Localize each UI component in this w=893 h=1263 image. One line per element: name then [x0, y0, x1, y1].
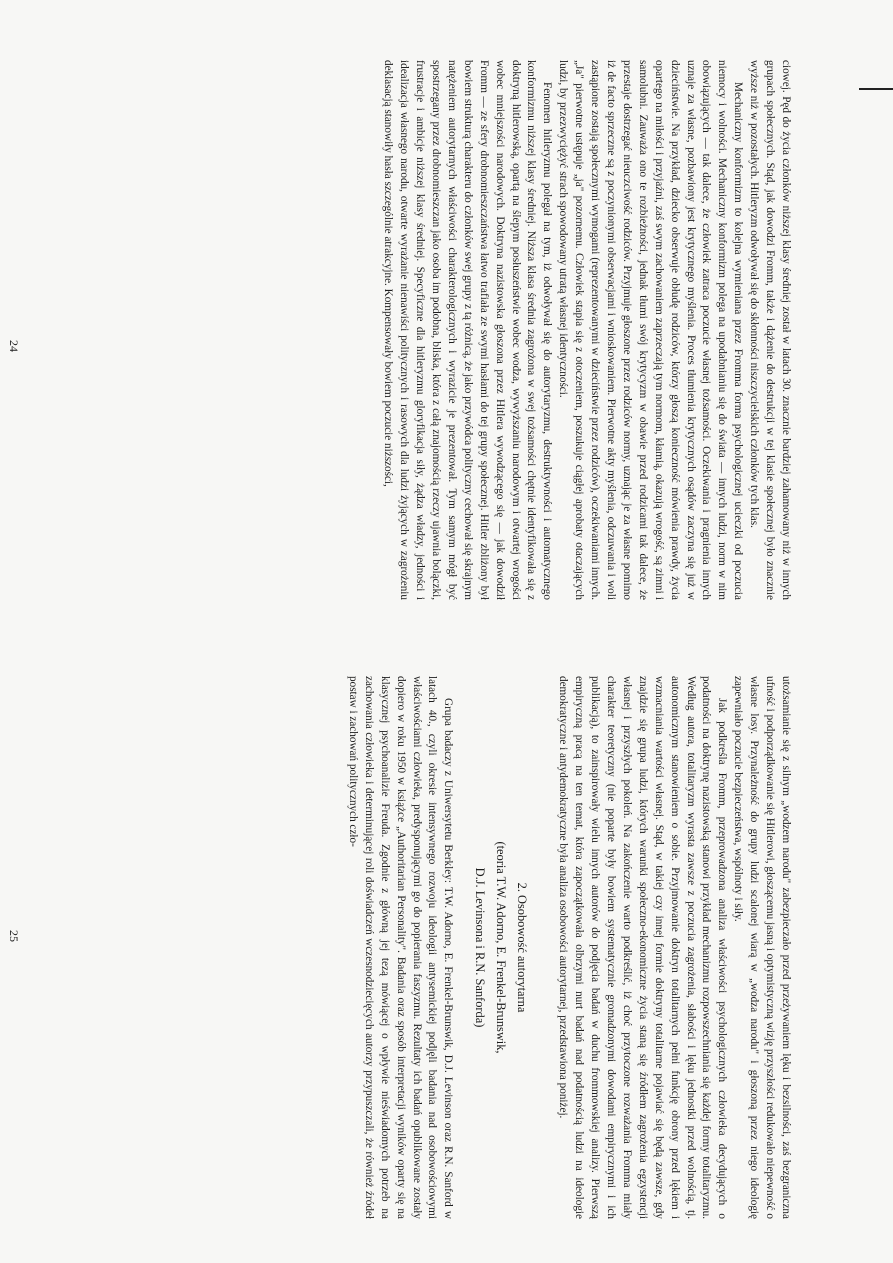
section-heading	[469, 676, 532, 1219]
section-subtitle: D.J. Levinsona i R.N. Sanforda)	[473, 867, 488, 1028]
left-paragraph: ciowej. Pęd do życia członków niższej klasy średniej został w latach 30. znacznie bardziej zahamowany niż w innych grupach społecznych. Stąd, jak dowodzi Fromm, także i dążenie do destrukcji w tej klasie społecznej było znacznie wyższe niż w pozostałych. Hitleryzm odwoływał się do skłonności niszczycielskich członków tych klas.	[748, 60, 792, 600]
right-paragraph: Jak podkreśla Fromm, przeprowadzona analiza właściwości psychologicznych człowieka decydujących o podatności na doktrynę nazistowską stanowi przykład mechanizmu rozpowszechniania się każdej formy totalitaryzmu. Według autora, totalitaryzm wyrasta zawsze z poczucia zagrożenia, słabości i lęku jednostki przed wolnością, tj. autonomicznym stanowieniem o sobie. Przyjmowanie doktryn totalitarnych pełni funkcję obrony przed lękiem i wzmacniania wartości własnej. Stąd, w takiej czy innej formie doktryny totalitarne pojawiać się będą zawsze, gdy znajdzie się grupa ludzi, których warunki społeczno-ekonomiczne życia staną się źródłem zagrożenia egzystencji własnej i przyszłych pokoleń. Na zakończenie warto podkreślić, iż choć przytoczone rozważania Fromma miały charakter teoretyczny (nie poparte były bowiem systematycznie gromadzonymi dowodami empirycznymi i ich publikacją), to zainspirowały wielu innych autorów do podjęcia badań w duchu frommowskiej analizy. Pierwszą empiryczną pracą na ten temat, która zapoczątkowała olbrzymi nurt badań nad podatnością ludzi na ideologie demokratyczne i antydemokratyczne była analiza osobowości autorytarnej, przedstawiona poniżej.	[557, 676, 729, 1219]
left-page	[0, 60, 893, 600]
left-paragraph: Mechaniczny konformizm to kolejna wymieniana przez Fromma forma psychologicznej ucieczki od poczucia niemocy i wolności. Mechaniczny konformizm polega na upodabnianiu się do świata — innych ludzi, norm w nim obowiązujących — tak dalece, że człowiek zatraca poczucie własnej tożsamości. Oczekiwania i pragnienia innych uznaje za własne, pozbawiony jest krytycznego myślenia. Proces tłumienia krytycznych osądów zaczyna się już w dzieciństwie. Na przykład, dziecko obserwuje obłudę rodziców, którzy głoszą konieczność mówienia prawdy, życia opartego na miłości i przyjaźni, zaś swym zachowaniem zaprzeczają tym normom, kłamią, okazują wrogość, są zimni i samolubni. Zauważa ono te rozbieżności, jednak tłumi swój krytycyzm w obawie przed rodzicami tak dalece, że przestaje dostrzegać nieuczciwość rodziców. Przyjmuje głoszone przez rodziców normy, uznając je za własne pomimo iż de facto sprzeczne są z poczynionymi obserwacjami i wnioskowaniem. Pierwotne akty myślenia, odczuwania i woli zastąpione zostają społecznymi wymogami (reprezentowanymi w dzieciństwie przez rodziców), oczekiwaniami innych. „Ja" pierwotne ustępuje „ja" pozornemu. Człowiek stapia się z otoczeniem, poszukuje ciągłej aprobaty otaczających ludzi, by przezwyciężyć strach spowodowany utratą własnej identyczności.	[557, 60, 745, 600]
section-subtitle: (teoria T.W. Adorno, E. Frenkel-Brunswik,	[494, 841, 509, 1054]
right-page	[0, 676, 893, 1219]
right-paragraph: Grupa badaczy z Uniwersytetu Berkley: T.W. Adorno, E. Frenkel-Brunswik, D.J. Levinson oraz R.N. Sanford w latach 40., czyli okresie intensywnego rozwoju ideologii antysemickiej podjęli badania nad osobowościowymi właściwościami człowieka, predysponującymi go do popierania faszyzmu. Rezultaty ich badań opublikowane zostały dopiero w roku 1950 w książce „Authoritarian Personality". Badania oraz sposób interpretacji wyników oparty się na klasycznej psychoanalizie Freuda. Zgodnie z główną jej tezą mówiącej o wpływie nieświadomych potrzeb na zachowania człowieka i determinującej roli doświadczeń wczesnodziecięcych autorzy przypuszczali, że również źródeł postaw i zachowań politycznych czło-	[346, 676, 455, 1219]
left-page-number: 24	[7, 340, 21, 352]
section-title: 2. Osobowość autorytarna	[515, 882, 530, 1013]
right-page-number: 25	[7, 930, 21, 942]
right-paragraph: utożsamianie się z silnym „wodzem narodu" zabezpieczało przed przeżywaniem lęku i bezsilności, zaś bezgraniczna ufność i podporządkowanie się Hitlerowi, głoszącemu jasną i optymistyczną wizję przyszłości redukowało niepewność o własne losy. Przynależność do grupy ludzi scalonej wiarą w „wodza narodu" i głoszoną przez niego ideologię zapewniało poczucie bezpieczeństwa, wspólnoty i siły.	[732, 676, 792, 1219]
left-paragraph: Fenomen hitleryzmu polegał na tym, iż odwoływał się do autorytaryzmu, destruktywności i automatycznego konformizmu niższej klasy średniej. Niższa klasa średnia zagrożona w swej tożsamości chętnie identyfikowała się z doktryną hitlerowską, opartą na ślepym posłuszeństwie wobec wodza, wywyższaniu narodowym i otwartej wrogości wobec mniejszości narodowych. Doktryna nazistowska głoszona przez Hitlera wywodzącego się — jak dowodził Fromm — ze sfery drobnomieszczaństwa łatwo trafiała ze swymi hasłami do tej grupy społecznej. Hitler zbliżony był bowiem strukturą charakteru do członków swej grupy z tą różnicą, że jako przywódca polityczny cechował się skrajnym natężeniem autorytarnych właściwości charakterologicznych i wyrazicie je prezentował. Tym samym mógł być spostrzegany przez drobnomieszczan jako osoba im podobna, bliska, która z całą znajomością rzeczy ujawnia bolączki, frustracje i ambicje niższej klasy średniej. Specyficzne dla hitleryzmu gloryfikacja siły, żądza władzy, jedności i idealizacja własnego narodu, otwarte wyrażanie nienawiści politycznych i rasowych dla ludzi żyjących w zagrożeniu deklasacją stanowiły hasła szczególnie atrakcyjne. Kompensowały bowiem poczucie niższości,	[382, 60, 554, 600]
